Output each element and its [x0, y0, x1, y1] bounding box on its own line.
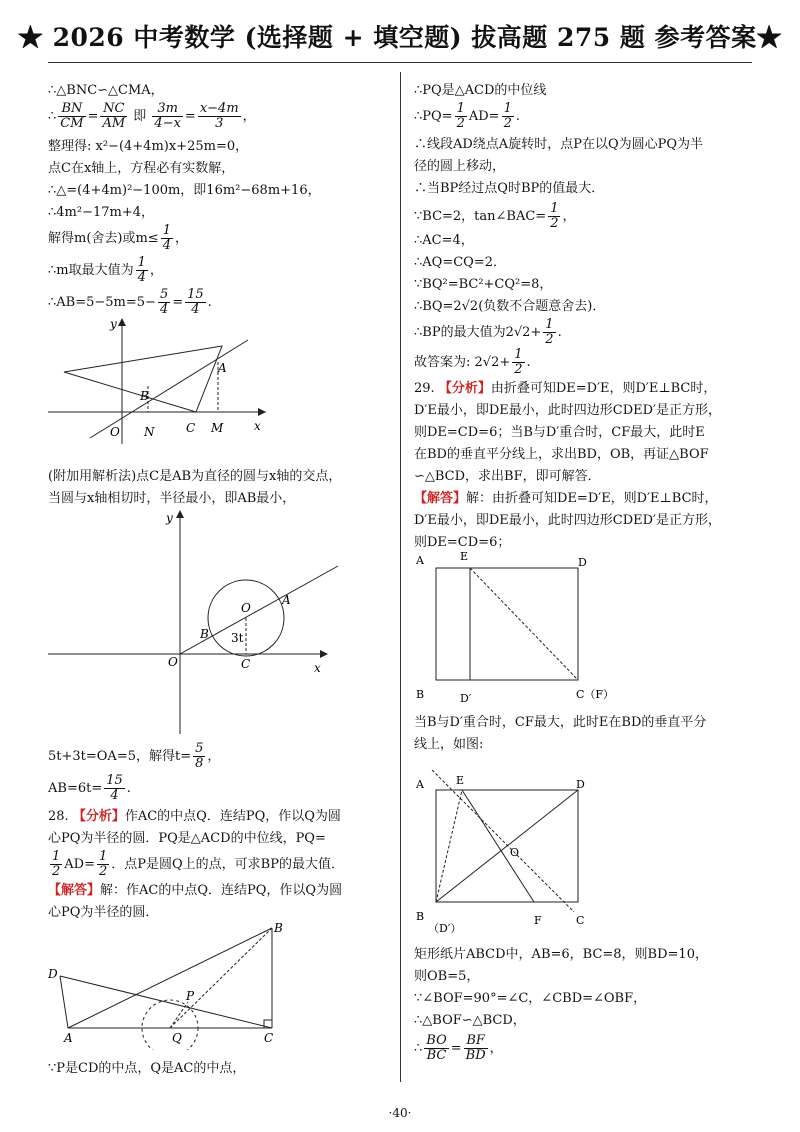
- text-line: ∴BQ=2√2(负数不合题意舍去)．: [414, 299, 606, 314]
- text-line: ∴△BOF∽△BCD，: [414, 1013, 526, 1028]
- text-line: ∴ $\frac{BO}{BC}$ = $\frac{BF}{BD}$ ，: [414, 1033, 503, 1063]
- figure-triangle-circle-q: [48, 920, 293, 1050]
- point-label: F: [534, 914, 542, 927]
- point-label: A: [218, 361, 227, 375]
- text-line: 点C在x轴上，方程必有实数解，: [48, 161, 235, 176]
- graph-triangle-abc: [48, 316, 278, 446]
- text-line: 【解答】解：由折叠可知DE=D′E，则D′E⊥BC时，: [414, 491, 718, 506]
- point-label: E: [456, 774, 465, 787]
- point-label: （D′）: [428, 922, 462, 935]
- text-line: ∴PQ是△ACD的中位线: [414, 83, 547, 98]
- text-line: 则OB=5，: [414, 969, 480, 984]
- text-line: ∴BP的最大值为2√2+ $\frac{1}{2}$ .: [414, 317, 562, 347]
- text-line: 5t+3t=OA=5，解得t= $\frac{5}{8}$ ，: [48, 741, 221, 771]
- point-label: C: [576, 914, 585, 927]
- text-line: ∴△=(4+4m)²−100m，即16m²−68m+16，: [48, 183, 321, 198]
- text-line: 在BD的垂直平分线上，求出BD，OB，再证△BOF: [414, 447, 709, 462]
- left-column: [48, 0, 393, 1100]
- axis-label-y: y: [110, 317, 117, 331]
- point-label: B: [140, 389, 149, 403]
- text-line: ∴当BP经过点Q时BP的值最大．: [414, 181, 605, 196]
- text-line: $\frac{1}{2}$ AD= $\frac{1}{2}$ ．点P是圆Q上的点，可求BP的最大值．: [52, 849, 344, 879]
- text-line: ∴△BNC∽△CMA，: [48, 83, 164, 98]
- page-header-title: ★ 2026 中考数学 (选择题 + 填空题) 拔高题 275 题 参考答案★: [17, 23, 783, 52]
- text-line: D′E最小，即DE最小，此时四边形CDED′是正方形，: [414, 513, 722, 528]
- text-line: ∴AB=5−5m=5− $\frac{5}{4}$ = $\frac{15}{4}$ .: [48, 287, 212, 317]
- point-label: D: [578, 556, 587, 569]
- segment-label: 3t: [231, 631, 244, 645]
- axis-label-y: y: [166, 511, 173, 525]
- point-label: A: [64, 1031, 73, 1045]
- point-label: C: [264, 1031, 274, 1045]
- point-label: A: [416, 778, 424, 791]
- text-line: 【解答】解：作AC的中点Q．连结PQ，作以Q为圆: [48, 883, 343, 898]
- point-label: D′: [460, 692, 472, 705]
- text-line: 心PQ为半径的圆．PQ是△ACD的中位线，PQ=: [48, 831, 326, 846]
- point-label: B: [274, 921, 283, 935]
- text-line: 当圆与x轴相切时，半径最小，即AB最小，: [48, 491, 296, 506]
- text-line: 线上，如图:: [414, 737, 484, 752]
- text-line: 故答案为: 2√2+ $\frac{1}{2}$ .: [414, 347, 531, 377]
- axis-label-x: x: [314, 661, 321, 675]
- point-label: E: [460, 550, 469, 563]
- text-line: ∴AC=4，: [414, 233, 474, 248]
- point-label: D: [48, 967, 58, 981]
- point-label: A: [282, 593, 291, 607]
- text-line: ∵P是CD的中点，Q是AC的中点，: [48, 1061, 246, 1076]
- point-label: B: [416, 688, 425, 701]
- text-line: 矩形纸片ABCD中，AB=6，BC=8，则BD=10，: [414, 947, 708, 962]
- point-label: N: [144, 425, 155, 439]
- graph-circle-tangent: [48, 506, 348, 736]
- point-label: A: [416, 554, 424, 567]
- text-line: 径的圆上移动，: [414, 159, 506, 174]
- text-line: ∴线段AD绕点A旋转时，点P在以Q为圆心PQ为半: [414, 137, 704, 152]
- text-line: ∵BQ²=BC²+CQ²=8，: [414, 277, 553, 292]
- point-label: O: [241, 601, 251, 615]
- text-line: AB=6t= $\frac{15}{4}$ .: [48, 773, 131, 803]
- text-line: 整理得: x²−(4+4m)x+25m=0，: [48, 139, 249, 154]
- text-line: ∴4m²−17m+4，: [48, 205, 155, 220]
- point-label: O: [110, 425, 120, 439]
- point-label: C: [186, 421, 196, 435]
- text-line: ∽△BCD，求出BF，即可解答．: [414, 469, 601, 484]
- text-line: ∴m取最大值为 $\frac{1}{4}$ ，: [48, 255, 163, 285]
- text-line: 心PQ为半径的圆．: [48, 905, 159, 920]
- point-label: B: [200, 627, 209, 641]
- text-line: ∴AQ=CQ=2．: [414, 255, 506, 270]
- text-line: (附加用解析法)点C是AB为直径的圆与x轴的交点，: [48, 469, 342, 484]
- axis-label-x: x: [254, 419, 261, 433]
- text-line: ∴ $\frac{BN}{CM}$ = $\frac{NC}{AM}$ 即 $\frac{3m}{4-x}$ = $\frac{x-4m}{3}$ ，: [48, 101, 256, 131]
- figure-rectangle-fold-square: [414, 548, 644, 708]
- point-label: O: [168, 655, 178, 669]
- point-label: M: [211, 421, 224, 435]
- text-line: 28. 【分析】作AC的中点Q．连结PQ，作以Q为圆: [48, 809, 341, 824]
- text-line: 则DE=CD=6；当B与D′重合时，CF最大，此时E: [414, 425, 705, 440]
- page-number: ·40·: [388, 1106, 412, 1120]
- figure-rectangle-perpendicular-bisector: [414, 770, 644, 940]
- text-line: 则DE=CD=6；: [414, 535, 511, 550]
- point-label: D: [576, 778, 585, 791]
- text-line: 当B与D′重合时，CF最大，此时E在BD的垂直平分: [414, 715, 707, 730]
- column-divider: [400, 72, 401, 1082]
- text-line: 29. 【分析】由折叠可知DE=D′E，则D′E⊥BC时，: [414, 381, 717, 396]
- point-label: P: [186, 989, 195, 1003]
- right-column: [414, 0, 759, 1100]
- text-line: ∵∠BOF=90°=∠C，∠CBD=∠OBF，: [414, 991, 647, 1006]
- point-label: O: [510, 846, 520, 859]
- text-line: 解得m(舍去)或m≤ $\frac{1}{4}$ ，: [48, 223, 188, 253]
- point-label: C: [241, 657, 251, 671]
- text-line: ∴PQ= $\frac{1}{2}$ AD= $\frac{1}{2}$ .: [414, 101, 520, 131]
- point-label: Q: [172, 1031, 182, 1045]
- text-line: D′E最小，即DE最小，此时四边形CDED′是正方形，: [414, 403, 722, 418]
- point-label: C（F）: [576, 688, 615, 701]
- text-line: ∵BC=2，tan∠BAC= $\frac{1}{2}$ ，: [414, 201, 576, 231]
- point-label: B: [416, 910, 425, 923]
